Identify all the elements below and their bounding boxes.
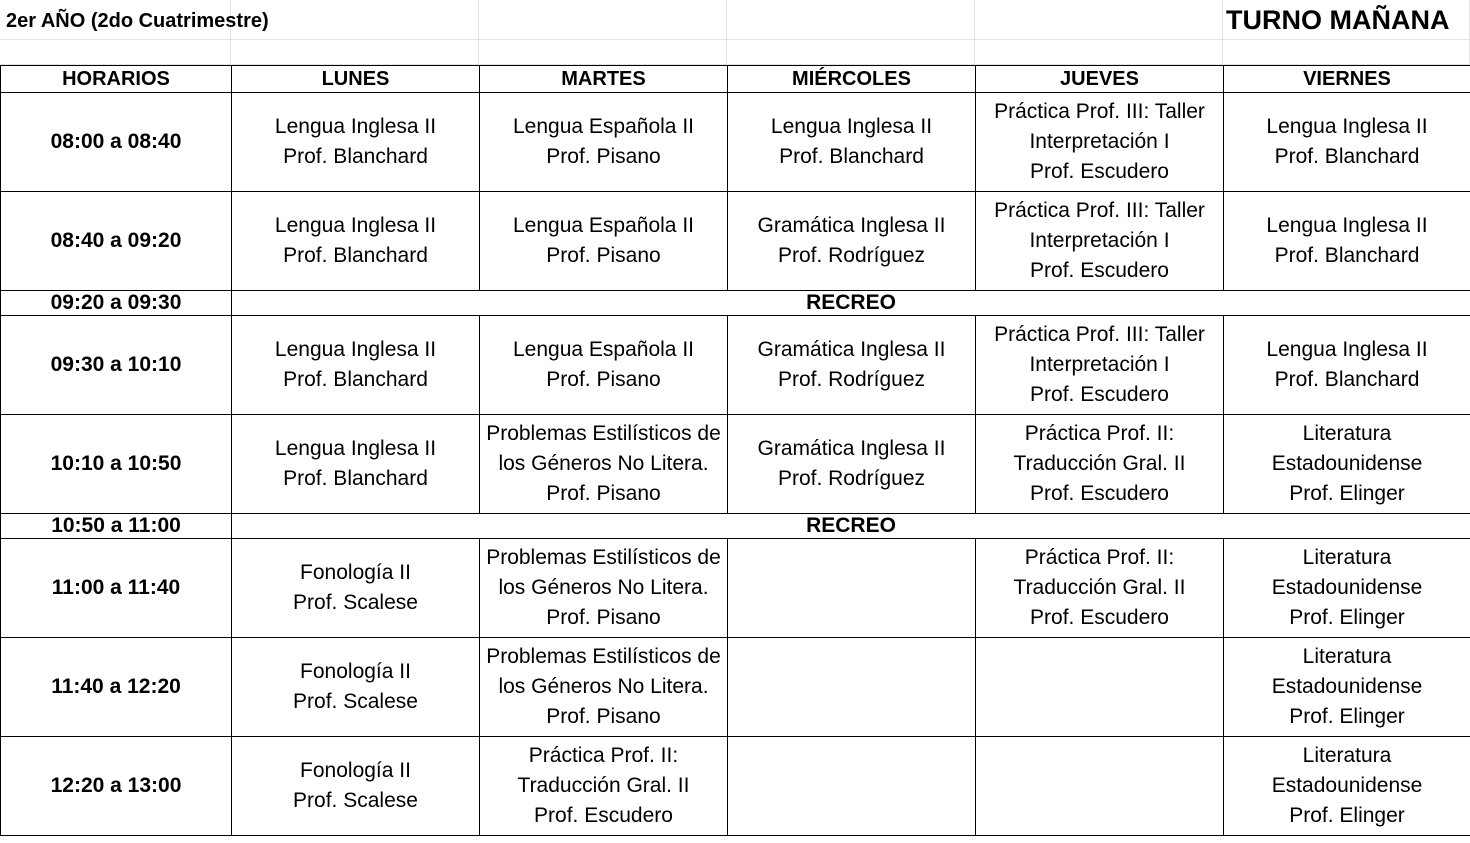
time-slot: 08:00 a 08:40 [1, 93, 232, 192]
class-cell [232, 737, 480, 836]
class-line: Traducción Gral. II [1013, 576, 1186, 599]
class-line: Prof. Pisano [546, 244, 661, 267]
class-line: Prof. Escudero [1030, 259, 1169, 282]
class-line: Prof. Blanchard [283, 368, 428, 391]
class-cell [480, 316, 728, 415]
class-cell [480, 638, 728, 737]
table-row [1, 415, 1470, 514]
class-line: Lengua Inglesa II [274, 214, 437, 237]
class-line: Lengua Española II [513, 115, 694, 138]
schedule-table [0, 65, 1470, 836]
class-line: Prof. Blanchard [1274, 145, 1420, 168]
class-line: Literatura [1302, 546, 1392, 569]
class-line: Prof. Blanchard [283, 145, 428, 168]
class-line: Prof. Scalese [293, 789, 418, 812]
class-line: Práctica Prof. II: [1024, 546, 1175, 569]
year-title: 2er AÑO (2do Cuatrimestre) [6, 10, 269, 32]
class-cell [232, 192, 480, 291]
class-line: Literatura [1302, 744, 1392, 767]
class-line: Prof. Pisano [546, 145, 661, 168]
class-line: Prof. Escudero [1030, 606, 1169, 629]
class-line: Gramática Inglesa II [757, 214, 946, 237]
class-cell [728, 192, 976, 291]
class-line: Prof. Elinger [1289, 804, 1405, 827]
class-line: Lengua Española II [513, 214, 694, 237]
break-label: RECREO [232, 514, 1470, 539]
class-cell [1224, 93, 1470, 192]
class-cell [976, 192, 1224, 291]
class-line: los Géneros No Litera. [498, 576, 709, 599]
class-line: Prof. Pisano [546, 705, 661, 728]
column-header: LUNES [232, 66, 480, 93]
time-slot: 12:20 a 13:00 [1, 737, 232, 836]
class-line: los Géneros No Litera. [498, 675, 709, 698]
class-cell [232, 539, 480, 638]
class-cell [1224, 737, 1470, 836]
class-cell [728, 316, 976, 415]
time-slot: 10:10 a 10:50 [1, 415, 232, 514]
class-cell [1224, 539, 1470, 638]
class-line: Prof. Rodríguez [777, 244, 926, 267]
class-cell [976, 316, 1224, 415]
empty-cell [976, 737, 1224, 836]
class-line: Estadounidense [1271, 675, 1423, 698]
class-cell [976, 93, 1224, 192]
class-line: Prof. Rodríguez [777, 368, 926, 391]
class-line: Lengua Inglesa II [1266, 338, 1428, 361]
empty-cell [976, 638, 1224, 737]
class-cell [1224, 415, 1470, 514]
shift-title: TURNO MAÑANA [1226, 5, 1450, 35]
class-line: Interpretación I [1029, 130, 1170, 153]
time-slot: 11:40 a 12:20 [1, 638, 232, 737]
class-line: Prof. Pisano [546, 368, 661, 391]
column-header: MIÉRCOLES [728, 66, 976, 93]
class-line: Prof. Blanchard [779, 145, 924, 168]
class-line: Prof. Pisano [546, 606, 661, 629]
empty-cell [728, 539, 976, 638]
class-line: Lengua Inglesa II [1266, 214, 1428, 237]
break-label: RECREO [232, 291, 1470, 316]
class-cell [232, 415, 480, 514]
class-line: Gramática Inglesa II [757, 338, 946, 361]
break-row [1, 291, 1470, 316]
class-line: Prof. Escudero [1030, 482, 1169, 505]
class-line: Lengua Española II [513, 338, 694, 361]
class-cell [480, 93, 728, 192]
class-cell [232, 93, 480, 192]
empty-cell [728, 737, 976, 836]
class-line: Fonología II [300, 759, 411, 782]
class-line: Prof. Blanchard [1274, 368, 1420, 391]
class-line: Lengua Inglesa II [1266, 115, 1428, 138]
class-line: Gramática Inglesa II [757, 437, 946, 460]
table-row [1, 192, 1470, 291]
class-line: Prof. Escudero [1030, 160, 1169, 183]
class-line: Lengua Inglesa II [274, 437, 437, 460]
class-cell [728, 415, 976, 514]
class-line: Lengua Inglesa II [770, 115, 933, 138]
class-cell [728, 93, 976, 192]
class-cell [232, 638, 480, 737]
class-line: Práctica Prof. III: Taller [994, 323, 1205, 346]
class-line: Lengua Inglesa II [274, 115, 437, 138]
class-line: Estadounidense [1271, 576, 1423, 599]
class-cell [976, 415, 1224, 514]
class-cell [232, 316, 480, 415]
table-row [1, 316, 1470, 415]
schedule-body [1, 93, 1470, 836]
class-line: Fonología II [300, 660, 411, 683]
class-line: Prof. Scalese [293, 591, 418, 614]
table-row [1, 638, 1470, 737]
class-line: los Géneros No Litera. [498, 452, 709, 475]
class-cell [1224, 316, 1470, 415]
class-line: Práctica Prof. III: Taller [994, 199, 1205, 222]
class-line: Estadounidense [1271, 774, 1423, 797]
column-header: JUEVES [976, 66, 1224, 93]
header-row [1, 66, 1470, 93]
class-line: Interpretación I [1029, 353, 1170, 376]
class-cell [480, 737, 728, 836]
class-line: Prof. Blanchard [1274, 244, 1420, 267]
class-line: Literatura [1302, 645, 1392, 668]
table-row [1, 737, 1470, 836]
table-row [1, 539, 1470, 638]
class-line: Práctica Prof. II: [528, 744, 679, 767]
class-line: Traducción Gral. II [517, 774, 690, 797]
class-cell [480, 192, 728, 291]
class-line: Problemas Estilísticos de [486, 422, 721, 445]
class-cell [1224, 638, 1470, 737]
column-header: HORARIOS [1, 66, 232, 93]
time-slot: 10:50 a 11:00 [1, 514, 232, 539]
column-header: VIERNES [1224, 66, 1470, 93]
class-cell [976, 539, 1224, 638]
time-slot: 08:40 a 09:20 [1, 192, 232, 291]
class-line: Prof. Elinger [1289, 606, 1405, 629]
class-line: Interpretación I [1029, 229, 1170, 252]
class-line: Problemas Estilísticos de [486, 546, 721, 569]
time-slot: 09:20 a 09:30 [1, 291, 232, 316]
column-header: MARTES [480, 66, 728, 93]
time-slot: 11:00 a 11:40 [1, 539, 232, 638]
class-line: Fonología II [300, 561, 411, 584]
class-line: Práctica Prof. III: Taller [994, 100, 1205, 123]
class-line: Prof. Pisano [546, 482, 661, 505]
class-line: Prof. Blanchard [283, 244, 428, 267]
class-cell [480, 539, 728, 638]
class-line: Prof. Escudero [1030, 383, 1169, 406]
class-line: Práctica Prof. II: [1024, 422, 1175, 445]
class-line: Problemas Estilísticos de [486, 645, 721, 668]
class-line: Prof. Escudero [534, 804, 673, 827]
class-cell [1224, 192, 1470, 291]
class-line: Literatura [1302, 422, 1392, 445]
class-line: Prof. Elinger [1289, 705, 1405, 728]
class-cell [480, 415, 728, 514]
class-line: Estadounidense [1271, 452, 1423, 475]
class-line: Prof. Rodríguez [777, 467, 926, 490]
break-row [1, 514, 1470, 539]
class-line: Prof. Blanchard [283, 467, 428, 490]
table-row [1, 93, 1470, 192]
time-slot: 09:30 a 10:10 [1, 316, 232, 415]
class-line: Traducción Gral. II [1013, 452, 1186, 475]
empty-cell [728, 638, 976, 737]
class-line: Prof. Elinger [1289, 482, 1405, 505]
class-line: Lengua Inglesa II [274, 338, 437, 361]
class-line: Prof. Scalese [293, 690, 418, 713]
